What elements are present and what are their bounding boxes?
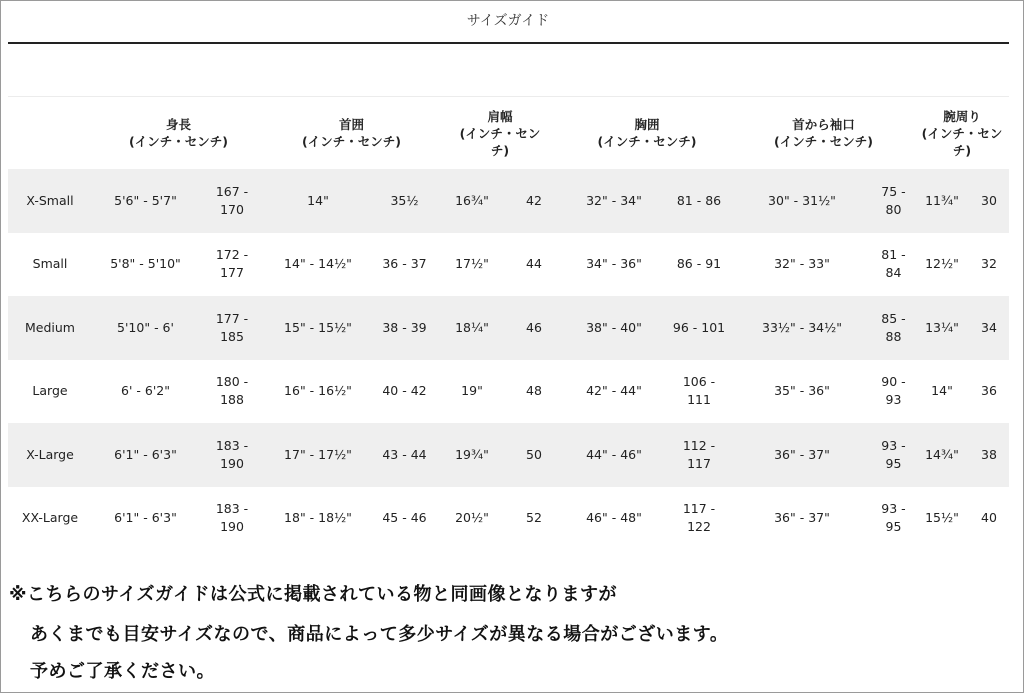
size-table	[8, 97, 1009, 550]
cell-sleeve-cm: 93 - 95	[872, 423, 915, 487]
cell-neck-cm: 36 - 37	[382, 256, 427, 272]
cell-chest-in: 44" - 46"	[562, 423, 666, 487]
note-line-2: あくまでも目安サイズなので、商品によって多少サイズが異なる場合がございます。	[30, 624, 729, 645]
note-line-1: ※こちらのサイズガイドは公式に掲載されている物と同画像となりますが	[9, 584, 618, 605]
cell-chest-cm: 117 - 122	[682, 501, 716, 535]
cell-neck-cm: 43 - 44	[371, 423, 438, 487]
cell-shoulder-cm: 46	[506, 296, 562, 360]
header-sleeve: 首から袖口 (インチ・センチ)	[774, 117, 873, 149]
cell-sleeve-in: 36" - 37"	[774, 510, 830, 526]
table-row	[8, 296, 1009, 360]
cell-neck-cm: 40 - 42	[382, 383, 427, 399]
cell-sleeve-in: 32" - 33"	[774, 256, 830, 272]
cell-size: Large	[32, 383, 68, 399]
cell-height-in: 5'6" - 5'7"	[92, 169, 199, 233]
header-size	[8, 97, 92, 169]
cell-chest-cm: 81 - 86	[666, 169, 732, 233]
table-row	[8, 360, 1009, 424]
cell-chest-cm: 86 - 91	[676, 256, 722, 272]
cell-sleeve-cm: 81 - 84	[881, 247, 906, 281]
cell-size: Medium	[8, 296, 92, 360]
cell-arm-cm: 34	[969, 296, 1009, 360]
cell-shoulder-in: 18¼"	[438, 296, 506, 360]
cell-neck-in: 17" - 17½"	[265, 423, 371, 487]
cell-sleeve-cm: 90 - 93	[881, 374, 906, 408]
cell-shoulder-cm: 42	[506, 169, 562, 233]
cell-arm-cm: 30	[969, 169, 1009, 233]
cell-neck-in: 15" - 15½"	[265, 296, 371, 360]
cell-size: X-Small	[8, 169, 92, 233]
header-height: 身長 (インチ・センチ)	[129, 117, 228, 149]
cell-height-in: 6'1" - 6'3"	[92, 423, 199, 487]
cell-height-cm: 183 - 190	[215, 501, 249, 535]
cell-arm-in: 14"	[931, 383, 953, 399]
cell-neck-in: 14" - 14½"	[284, 256, 352, 272]
cell-arm-in: 14¾"	[915, 423, 969, 487]
table-row	[8, 423, 1009, 487]
cell-sleeve-in: 35" - 36"	[774, 383, 830, 399]
cell-size: X-Large	[8, 423, 92, 487]
cell-height-cm: 180 - 188	[215, 374, 249, 408]
cell-arm-in: 11¾"	[915, 169, 969, 233]
cell-shoulder-in: 17½"	[455, 256, 489, 272]
table-row	[8, 233, 1009, 297]
cell-height-cm: 183 - 190	[199, 423, 265, 487]
cell-size: XX-Large	[21, 510, 79, 526]
header-chest: 胸囲 (インチ・センチ)	[597, 117, 697, 149]
cell-height-in: 5'8" - 5'10"	[110, 256, 181, 272]
cell-sleeve-cm: 93 - 95	[881, 501, 906, 535]
header-neck: 首囲 (インチ・センチ)	[302, 117, 401, 149]
cell-height-in: 6' - 6'2"	[121, 383, 170, 399]
cell-chest-cm: 106 - 111	[682, 374, 716, 408]
cell-neck-in: 18" - 18½"	[284, 510, 352, 526]
cell-neck-cm: 35½	[371, 169, 438, 233]
cell-chest-in: 34" - 36"	[586, 256, 642, 272]
cell-chest-in: 42" - 44"	[586, 383, 642, 399]
cell-height-cm: 167 - 170	[199, 169, 265, 233]
cell-arm-in: 13¼"	[915, 296, 969, 360]
cell-arm-in: 12½"	[925, 256, 959, 272]
cell-height-in: 6'1" - 6'3"	[114, 510, 177, 526]
header-arm: 腕周り (インチ・セン チ)	[921, 108, 1003, 158]
cell-shoulder-cm: 52	[526, 510, 542, 526]
cell-chest-in: 32" - 34"	[562, 169, 666, 233]
cell-arm-cm: 32	[981, 256, 997, 272]
cell-chest-cm: 96 - 101	[666, 296, 732, 360]
cell-shoulder-in: 20½"	[455, 510, 489, 526]
table-row	[8, 487, 1009, 551]
cell-shoulder-in: 19¾"	[438, 423, 506, 487]
cell-chest-in: 38" - 40"	[562, 296, 666, 360]
cell-arm-cm: 38	[969, 423, 1009, 487]
cell-shoulder-cm: 48	[526, 383, 542, 399]
cell-neck-cm: 38 - 39	[371, 296, 438, 360]
cell-sleeve-cm: 75 - 80	[872, 169, 915, 233]
cell-sleeve-cm: 85 - 88	[872, 296, 915, 360]
cell-shoulder-in: 16¾"	[438, 169, 506, 233]
cell-arm-in: 15½"	[925, 510, 959, 526]
cell-neck-cm: 45 - 46	[382, 510, 427, 526]
cell-height-cm: 177 - 185	[199, 296, 265, 360]
cell-shoulder-in: 19"	[461, 383, 483, 399]
title-divider	[8, 42, 1009, 44]
cell-arm-cm: 40	[981, 510, 997, 526]
cell-arm-cm: 36	[981, 383, 997, 399]
cell-height-cm: 172 - 177	[215, 247, 249, 281]
cell-shoulder-cm: 44	[526, 256, 542, 272]
cell-size: Small	[32, 256, 68, 272]
cell-sleeve-in: 36" - 37"	[732, 423, 872, 487]
table-row	[8, 169, 1009, 233]
cell-neck-in: 14"	[265, 169, 371, 233]
page-title: サイズガイド	[466, 13, 550, 29]
table-header-row	[8, 97, 1009, 169]
cell-shoulder-cm: 50	[506, 423, 562, 487]
header-shoulder: 肩幅 (インチ・セン チ)	[459, 108, 541, 158]
cell-chest-in: 46" - 48"	[586, 510, 642, 526]
cell-neck-in: 16" - 16½"	[284, 383, 352, 399]
cell-chest-cm: 112 - 117	[666, 423, 732, 487]
cell-sleeve-in: 33½" - 34½"	[732, 296, 872, 360]
note-line-3: 予めご了承ください。	[30, 661, 215, 682]
cell-height-in: 5'10" - 6'	[92, 296, 199, 360]
cell-sleeve-in: 30" - 31½"	[732, 169, 872, 233]
